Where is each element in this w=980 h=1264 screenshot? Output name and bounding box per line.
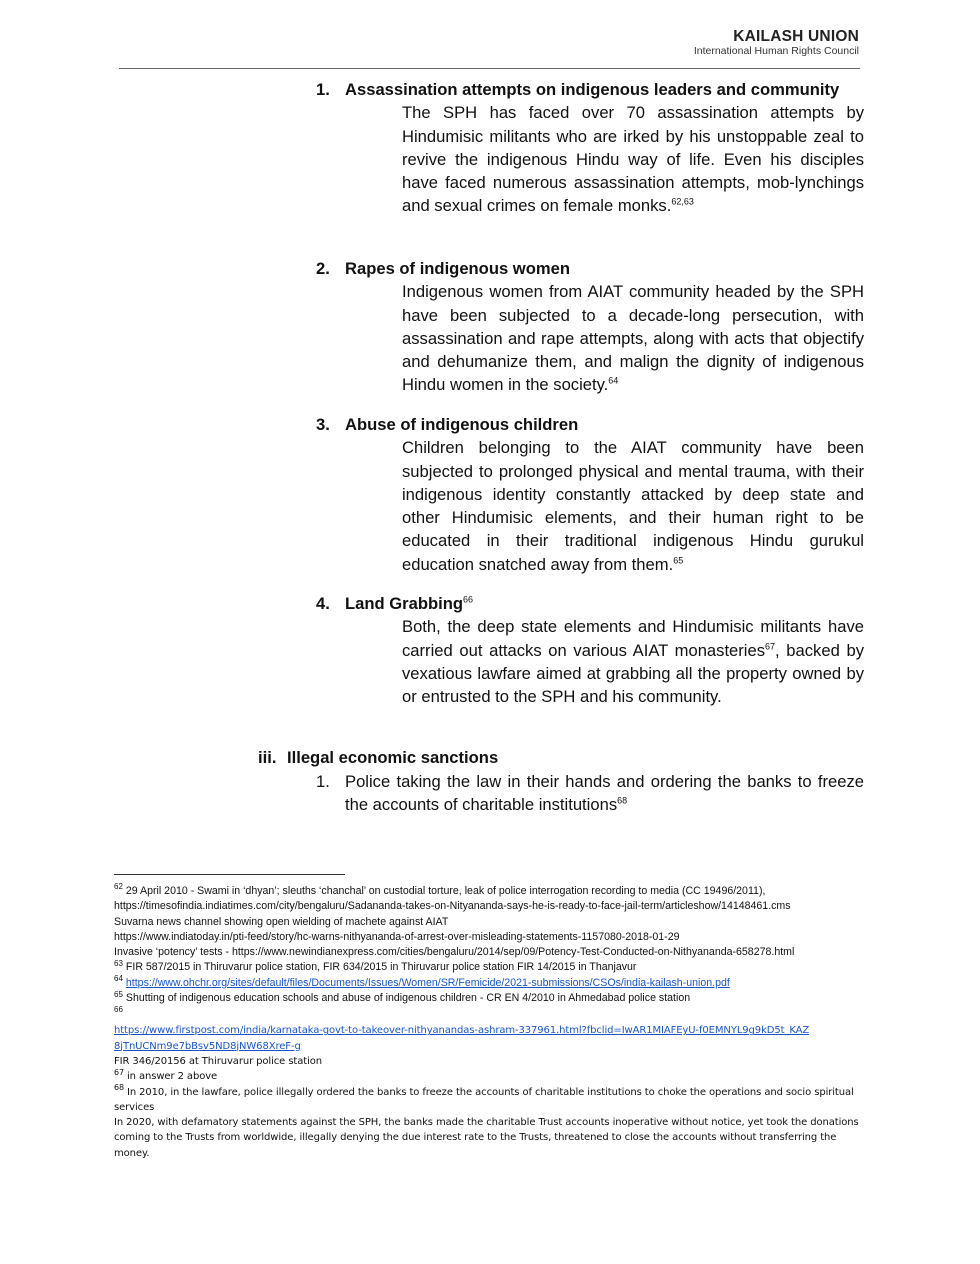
- footnote-ref[interactable]: 67: [765, 641, 776, 652]
- item-text: Police taking the law in their hands and ordering the banks to freeze the accounts of charitable institutions$^{68}$: [345, 772, 864, 815]
- footnote-link[interactable]: https://www.ohchr.org/sites/default/files/Documents/Issues/Women/SR/Femicide/2021-submissions/CSOs/india-kailash-union.pdf: [125, 976, 730, 989]
- footnotes: [114, 884, 864, 1161]
- organization-subtitle: International Human Rights Council: [693, 45, 859, 57]
- footnote-ref[interactable]: 65: [673, 555, 684, 566]
- page-header: [694, 28, 859, 57]
- footnote-63: $^{63}$ FIR 587/2015 in Thiruvarur police station, FIR 634/2015 in Thiruvarur police station FIR 14/2015 in Thanjavur: [114, 958, 637, 974]
- item-title: Abuse of indigenous children: [345, 415, 579, 434]
- section-heading: [258, 746, 498, 769]
- item-paragraph: Both, the deep state elements and Hindumisic militants have carried out attacks on various AIAT monasteries$^{67}$, backed by vexatious lawfare aimed at grabbing all the property owned by or entrusted to the SPH and his community.: [402, 617, 864, 707]
- footnote-ref[interactable]: 64: [608, 375, 619, 386]
- footnote-divider: [114, 874, 345, 875]
- item-number: 1.: [316, 772, 330, 791]
- item-number: 4.: [316, 594, 330, 613]
- section-number: iii.: [258, 748, 277, 767]
- list-item-1: [316, 78, 864, 234]
- footnote-65: $^{65}$ Shutting of indigenous education schools and abuse of indigenous children - CR EN 4/2010 in Ahmedabad police station: [114, 989, 691, 1005]
- item-paragraph: Children belonging to the AIAT community have been subjected to prolonged physical and mental trauma, with their indigenous identity constantly attacked by deep state and other Hindumisic elements, and their human right to be educated in their traditional indigenous Hindu gurukul education snatched away from them.$^{65}$: [402, 438, 864, 574]
- footnote-ref[interactable]: 62,63: [671, 196, 694, 207]
- list-item-3: [316, 413, 864, 593]
- footnote-66: $^{66}$ https://www.firstpost.com/india/karnataka-govt-to-takeover-nithyanandas-ashram-337961.html?fbclid=IwAR1MIAFEyU-f0EMNYL9g9kD5t_KAZ 8jTnUCNm9e7bBsv5ND8jNW68XreF-g FIR 346/20156 at Thiruvarur police station: [114, 1004, 810, 1067]
- footnote-number: 62: [114, 882, 123, 892]
- list-item-2: [316, 257, 864, 413]
- footnote-68: $^{68}$ In 2010, in the lawfare, police illegally ordered the banks to freeze the accounts of charitable institutions to choke the operations and socio spiritual services In 2020, with defamatory statements against the SPH, the banks made the charitable Trust accounts inoperative without notice, yet took the donations coming to the Trusts from worldwide, illegally denying the due interest rate to the Trusts, threatened to close the accounts without transferring the money.: [114, 1083, 859, 1159]
- footnote-64: $^{64}$ https://www.ohchr.org/sites/default/files/Documents/Issues/Women/SR/Femicide/2021-submissions/CSOs/india-kailash-union.pdf: [114, 974, 730, 989]
- footnote-67: $^{67}$ in answer 2 above: [114, 1067, 218, 1083]
- header-divider: [119, 68, 860, 69]
- footnote-ref[interactable]: 68: [617, 795, 628, 806]
- organization-name: KAILASH UNION: [733, 28, 859, 45]
- item-title: Land Grabbing$^{66}$: [345, 594, 474, 613]
- item-number: 1.: [316, 80, 330, 99]
- item-title: Rapes of indigenous women: [345, 259, 570, 278]
- item-paragraph: The SPH has faced over 70 assassination attempts by Hindumisic militants who are irked by his unstoppable zeal to revive the indigenous Hindu way of life. Even his disciples have faced numerous assassination attempts, mob-lynchings and sexual crimes on female monks.$^{62,63}$: [402, 103, 864, 216]
- list-item-4: [316, 592, 864, 725]
- footnote-link[interactable]: 8jTnUCNm9e7bBsv5ND8jNW68XreF-g: [114, 1040, 301, 1052]
- item-paragraph: Indigenous women from AIAT community headed by the SPH have been subjected to a decade-long persecution, with assassination and rape attempts, along with acts that objectify and dehumanize them, and malign the dignity of indigenous Hindu women in the society.$^{64}$: [402, 282, 864, 395]
- footnote-ref[interactable]: 66: [463, 594, 474, 605]
- footnote-url: https://www.indiatoday.in/pti-feed/story/hc-warns-nithyananda-of-arrest-over-misleading-statements-1157080-2018-01-29: [114, 930, 680, 943]
- section-list-item-1: [316, 770, 864, 817]
- item-number: 2.: [316, 259, 330, 278]
- footnote-url: https://timesofindia.indiatimes.com/city/bengaluru/Sadananda-takes-on-Nityananda-says-he-is-ready-to-face-jail-term/articleshow/14148461.cms: [114, 900, 791, 913]
- item-title: Assassination attempts on indigenous leaders and community: [345, 80, 840, 99]
- item-number: 3.: [316, 415, 330, 434]
- footnote-link[interactable]: https://www.firstpost.com/india/karnataka-govt-to-takeover-nithyanandas-ashram-337961.html?fbclid=IwAR1MIAFEyU-f0EMNYL9g9kD5t_KAZ: [114, 1025, 810, 1037]
- footnote-62: $^{62}$ 29 April 2010 - Swami in ‘dhyan’; sleuths ‘chanchal’ on custodial torture, leak of police interrogation recording to media (CC 19496/2011), https://timesofindia.indiatimes.com/city/bengaluru/Sadananda-takes-on-Nityananda-says-he-is-ready-to-face-jail-term/articleshow/14148461.cms Suvarna news channel showing open wielding of machete against AIAT https://www.indiatoday.in/pti-feed/story/hc-warns-nithyananda-of-arrest-over-misleading-statements-1157080-2018-01-29 Invasive ‘potency’ tests - https://www.newindianexpress.com/cities/bengaluru/2014/sep/09/Potency-Test-Conducted-on-Nithyananda-658278.html: [114, 884, 864, 960]
- section-title: Illegal economic sanctions: [287, 748, 499, 767]
